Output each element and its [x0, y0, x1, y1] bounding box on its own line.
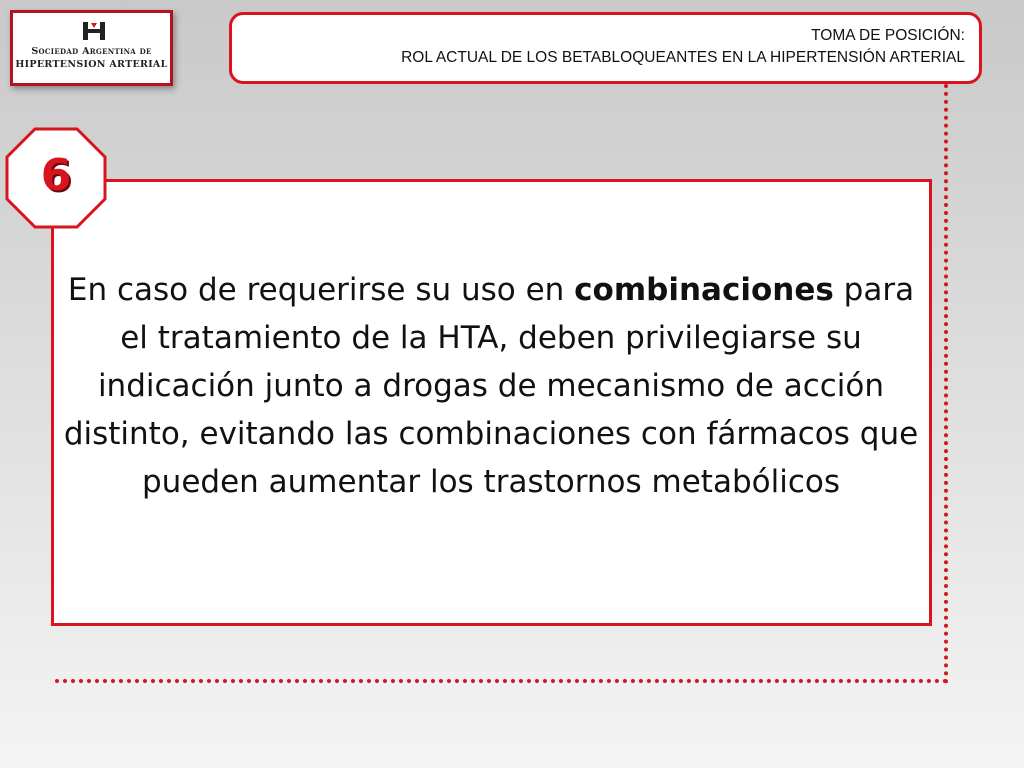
statement-text-emphasis: combinaciones — [574, 272, 834, 308]
logo-line-1: Sociedad Argentina de — [31, 46, 152, 57]
header-subtitle: ROL ACTUAL DE LOS BETABLOQUEANTES EN LA HIPERTENSIÓN ARTERIAL — [401, 49, 965, 66]
statement-text-before: En caso de requerirse su uso en — [67, 272, 575, 308]
statement-text — [60, 266, 922, 506]
society-logo — [10, 10, 173, 86]
dotted-connector-vertical — [944, 84, 948, 684]
badge-number: 6 — [40, 150, 72, 201]
logo-line-2: HIPERTENSION ARTERIAL — [15, 59, 168, 70]
logo-text — [13, 45, 170, 71]
dotted-connector-horizontal — [55, 679, 948, 683]
header-title: TOMA DE POSICIÓN: — [811, 27, 965, 44]
header-banner — [229, 12, 982, 84]
h-monogram-icon — [82, 21, 106, 41]
statement-text-after: para el tratamiento de la HTA, deben privilegiarse su indicación junto a drogas de mecanismo de acción distinto, evitando las combinaciones con fármacos que pueden aumentar los trastornos metabólicos — [63, 272, 919, 500]
